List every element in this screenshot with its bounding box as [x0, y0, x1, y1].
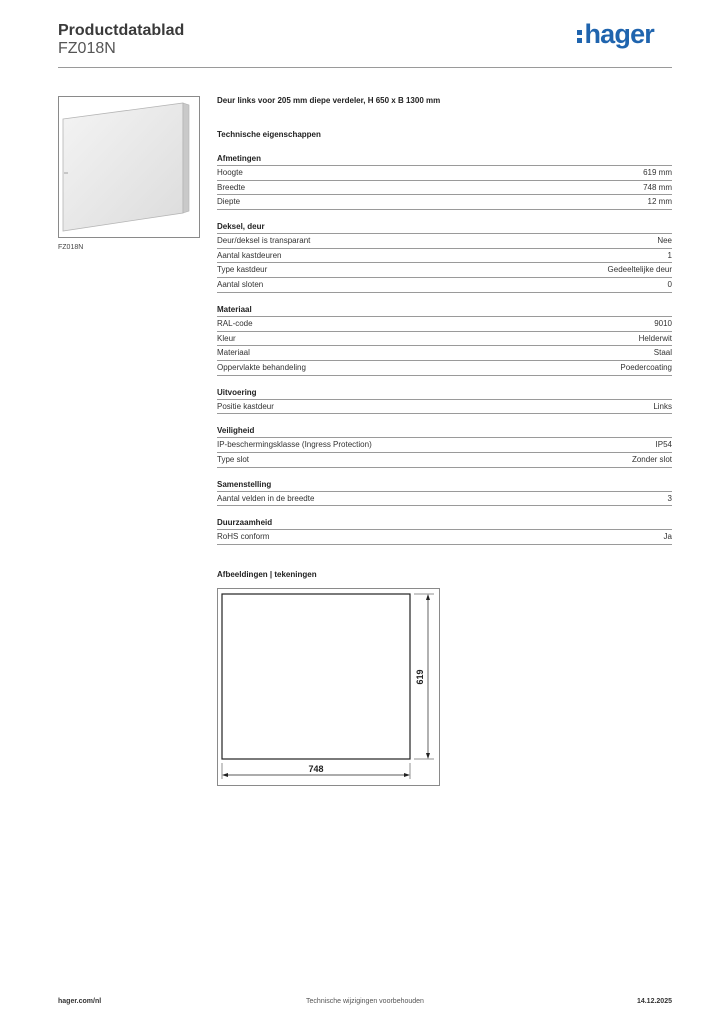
- spec-sections: [217, 152, 672, 545]
- spec-row: [217, 453, 672, 468]
- spec-row: [217, 195, 672, 210]
- dimension-drawing: [218, 589, 439, 785]
- spec-value: Staal: [653, 348, 672, 358]
- spec-row: [217, 346, 672, 361]
- spec-row: [217, 181, 672, 196]
- spec-label: IP-beschermingsklasse (Ingress Protection): [217, 440, 372, 450]
- spec-row: [217, 249, 672, 264]
- spec-section: [217, 516, 672, 545]
- spec-label: Oppervlakte behandeling: [217, 362, 306, 372]
- document-date: 14.12.2025: [636, 998, 672, 1005]
- specifications: [217, 96, 672, 545]
- spec-label: Type kastdeur: [217, 265, 268, 275]
- section-title: Materiaal: [217, 303, 672, 317]
- spec-label: RoHS conform: [217, 532, 270, 542]
- spec-value: 748 mm: [643, 182, 672, 192]
- section-title: Samenstelling: [217, 478, 672, 492]
- logo-dots-icon: [577, 30, 582, 43]
- spec-section: [217, 220, 672, 293]
- spec-row: [217, 492, 672, 507]
- spec-value: 1: [667, 250, 672, 260]
- section-title: Uitvoering: [217, 386, 672, 400]
- spec-label: Aantal sloten: [217, 280, 264, 290]
- spec-value: Ja: [663, 532, 672, 542]
- spec-section: [217, 303, 672, 376]
- spec-row: [217, 400, 672, 415]
- spec-row: [217, 234, 672, 249]
- height-dimension-label: 619: [415, 669, 425, 685]
- product-code: FZ018N: [58, 40, 116, 57]
- spec-row: [217, 332, 672, 347]
- section-title: Afmetingen: [217, 152, 672, 166]
- spec-value: Helderwit: [638, 333, 672, 343]
- spec-value: 619 mm: [643, 168, 672, 177]
- spec-label: RAL-code: [217, 318, 253, 328]
- spec-label: Positie kastdeur: [217, 401, 274, 411]
- spec-row: [217, 263, 672, 278]
- door-panel-illustration: [59, 97, 199, 237]
- document-title: Productdatablad: [58, 22, 185, 39]
- spec-value: 9010: [654, 318, 672, 328]
- spec-label: Type slot: [217, 454, 250, 464]
- hager-logo: [577, 20, 654, 48]
- spec-label: Hoogte: [217, 168, 243, 177]
- section-title: Deksel, deur: [217, 220, 672, 234]
- spec-label: Aantal velden in de breedte: [217, 493, 315, 503]
- spec-label: Breedte: [217, 182, 246, 192]
- footer-disclaimer: Technische wijzigingen voorbehouden: [306, 998, 424, 1005]
- spec-row: [217, 361, 672, 376]
- product-description: Deur links voor 205 mm diepe verdeler, H 650 x B 1300 mm: [217, 96, 441, 105]
- spec-value: Links: [653, 401, 672, 411]
- spec-value: 3: [667, 493, 672, 503]
- website-link[interactable]: hager.com/nl: [58, 998, 102, 1005]
- page-header: [58, 20, 672, 68]
- spec-row: [217, 530, 672, 545]
- spec-row: [217, 166, 672, 181]
- page-footer: [58, 998, 672, 1010]
- spec-value: Nee: [657, 236, 672, 246]
- spec-value: 12 mm: [647, 197, 672, 207]
- spec-label: Kleur: [217, 333, 236, 343]
- spec-value: IP54: [655, 440, 672, 450]
- spec-value: Zonder slot: [631, 454, 672, 464]
- spec-row: [217, 278, 672, 293]
- section-title: Duurzaamheid: [217, 516, 672, 530]
- image-caption: FZ018N: [58, 244, 84, 251]
- spec-label: Diepte: [217, 197, 241, 207]
- spec-label: Aantal kastdeuren: [217, 250, 282, 260]
- tech-properties-title: Technische eigenschappen: [217, 130, 321, 139]
- drawing-title: Afbeeldingen | tekeningen: [217, 570, 317, 579]
- product-image: [58, 96, 200, 238]
- spec-label: Materiaal: [217, 348, 250, 358]
- width-dimension-label: 748: [308, 764, 324, 774]
- spec-label: Deur/deksel is transparant: [217, 236, 311, 246]
- section-title: Veiligheid: [217, 424, 672, 438]
- spec-section: [217, 424, 672, 467]
- spec-row: [217, 317, 672, 332]
- spec-value: Gedeeltelijke deur: [607, 265, 672, 275]
- door-outline: [222, 594, 410, 759]
- spec-section: [217, 478, 672, 507]
- spec-value: Poedercoating: [620, 362, 672, 372]
- spec-section: [217, 152, 672, 210]
- spec-value: 0: [667, 280, 672, 290]
- spec-row: [217, 438, 672, 453]
- technical-drawing: [217, 588, 440, 786]
- logo-text: hager: [584, 18, 654, 49]
- spec-section: [217, 386, 672, 415]
